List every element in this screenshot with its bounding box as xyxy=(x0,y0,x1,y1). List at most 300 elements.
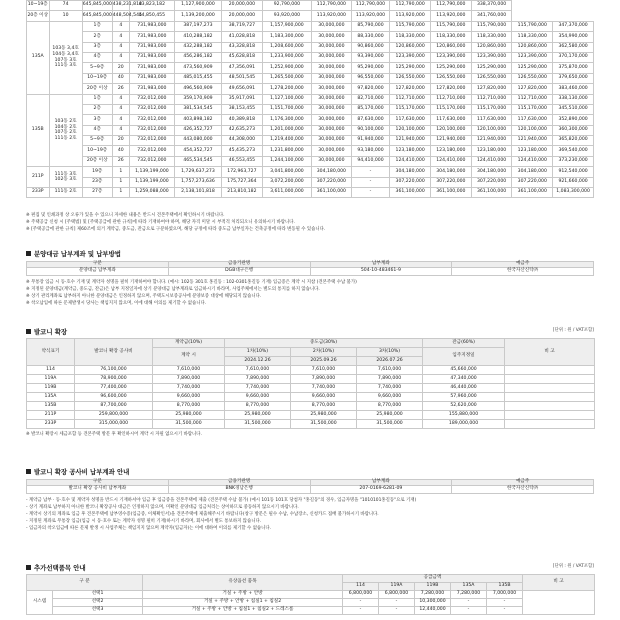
table-cell: 189,000,000 xyxy=(423,420,505,429)
table-cell: 3,611,000,000 xyxy=(262,188,311,198)
table-row xyxy=(27,156,594,166)
table-cell: 93,390,000 xyxy=(351,52,390,62)
table-cell: 381,534,545 xyxy=(174,104,221,114)
table-cell: 123,390,000 xyxy=(471,52,512,62)
table-cell: 410,288,182 xyxy=(174,32,221,42)
table-cell: 1,201,000,000 xyxy=(262,125,311,135)
table-cell: 93,180,000 xyxy=(351,146,390,156)
option-item: 거실 + 주방 + 안방 xyxy=(143,591,343,599)
table-cell: 1,244,100,000 xyxy=(262,156,311,166)
option-price: - xyxy=(379,599,415,607)
header-cell: 135A xyxy=(451,583,487,591)
table-cell: 7,890,000 xyxy=(153,375,225,384)
header-cell: 약식표기 xyxy=(27,339,75,366)
table-cell xyxy=(505,384,595,393)
price-note: ※ [주택공급에 관한 규칙] 제60조에 의거 계약금, 중도금, 잔금으로 구분하였으며, 해당 규정에 따라 중도금 납부일자는 건축공정에 따라 변동될 수 있습니다. xyxy=(26,227,326,232)
section-title: 발코니 확장 xyxy=(26,326,594,336)
table-cell: 1,252,900,000 xyxy=(262,63,311,73)
table-cell: 456,286,182 xyxy=(174,52,221,62)
table-cell: 304,180,000 xyxy=(512,167,553,177)
table-cell: 2층 xyxy=(82,104,112,114)
table-cell xyxy=(505,402,595,411)
table-cell: 46,553,455 xyxy=(222,156,263,166)
table-cell: 115,790,000 xyxy=(390,21,431,31)
table-cell: 20 xyxy=(112,136,129,146)
table-cell: 47,340,000 xyxy=(423,375,505,384)
table-cell: 135A xyxy=(27,21,50,94)
table-cell: 213,810,182 xyxy=(222,188,263,198)
table-cell: 8,770,000 xyxy=(291,402,357,411)
table-cell: 121,940,000 xyxy=(390,136,431,146)
table-cell: 7,740,000 xyxy=(291,384,357,393)
table-cell: 126,550,000 xyxy=(471,73,512,83)
table-cell: 78,900,000 xyxy=(75,375,153,384)
table-cell: 432,288,182 xyxy=(174,42,221,52)
header-cell: 비 고 xyxy=(523,575,595,591)
table-cell: 4 xyxy=(112,52,129,62)
table-cell: 120,100,000 xyxy=(390,125,431,135)
table-cell: 49,656,091 xyxy=(222,84,263,94)
option-group: 시스템 xyxy=(27,591,53,615)
table-cell: 43,328,818 xyxy=(222,42,263,52)
table-cell: 85,790,000 xyxy=(351,21,390,31)
price-note: ※ 편집 및 인쇄과정 상 오류가 있을 수 있으니 자세한 내용은 반드시 견본주택에서 확인하시기 바랍니다. xyxy=(26,213,225,218)
table-cell: 1,259,088,000 xyxy=(129,188,174,198)
table-cell: 352,890,000 xyxy=(553,115,594,125)
table-cell: 731,983,000 xyxy=(129,42,174,52)
table-cell: 113,920,000 xyxy=(312,11,352,21)
option-price: 7,280,000 xyxy=(451,591,487,599)
table-cell: 38,153,455 xyxy=(222,104,263,114)
table-cell: 30,000,000 xyxy=(312,84,352,94)
option-price: - xyxy=(487,599,523,607)
price-notes xyxy=(26,212,594,233)
table-cell: 175,727,364 xyxy=(222,177,263,187)
table-cell: 118,330,000 xyxy=(512,32,553,42)
supply-price-table xyxy=(26,0,594,198)
table-cell: 1 xyxy=(112,177,129,187)
table-cell: 1,176,300,000 xyxy=(262,115,311,125)
table-cell: 115,170,000 xyxy=(471,104,512,114)
table-row xyxy=(27,63,594,73)
table-cell: 7,740,000 xyxy=(225,384,291,393)
table-cell: 30,000,000 xyxy=(312,156,352,166)
table-cell: 31,500,000 xyxy=(225,420,291,429)
table-cell: 135A xyxy=(27,393,75,402)
table-cell: 20,000,000 xyxy=(222,1,263,11)
table-cell: 30,000,000 xyxy=(312,94,352,104)
table-cell: 112,790,000 xyxy=(351,1,390,11)
table-cell: 123,180,000 xyxy=(512,146,553,156)
table-cell: 135B xyxy=(27,402,75,411)
table-cell: 124,410,000 xyxy=(390,156,431,166)
option-price: 12,440,000 xyxy=(415,607,451,615)
table-cell: 115,790,000 xyxy=(512,21,553,31)
table-cell: 123,180,000 xyxy=(390,146,431,156)
table-cell: 9,660,000 xyxy=(225,393,291,402)
header-cell: 잔금(60%) xyxy=(423,339,505,348)
account-number: 504-10-483461-9 xyxy=(310,267,452,275)
table-cell: 113,920,000 xyxy=(431,11,472,21)
table-cell: 30,000,000 xyxy=(312,104,352,114)
table-cell: 23층 xyxy=(82,177,112,187)
table-cell: 375,870,000 xyxy=(553,63,594,73)
table-cell: 112,710,000 xyxy=(431,94,472,104)
table-cell: 1층 xyxy=(82,94,112,104)
table-cell: 1층 xyxy=(82,21,112,31)
table-cell: 119A xyxy=(27,375,75,384)
unit-label: [단위 : 원 / VAT포함] xyxy=(552,564,594,569)
table-cell: 30,000,000 xyxy=(312,21,352,31)
table-cell: 307,220,000 xyxy=(471,177,512,187)
table-cell: 7,610,000 xyxy=(357,366,423,375)
table-cell: 732,012,000 xyxy=(129,104,174,114)
table-cell: 361,100,000 xyxy=(312,188,352,198)
table-cell: 76,100,000 xyxy=(75,366,153,375)
table-cell: 126,550,000 xyxy=(512,73,553,83)
table-cell: 123,180,000 xyxy=(431,146,472,156)
table-cell: 438,231,818 xyxy=(112,1,129,11)
table-cell: 373,230,000 xyxy=(553,156,594,166)
table-cell: 45,628,818 xyxy=(222,52,263,62)
table-cell: 20층 이상 xyxy=(82,84,112,94)
table-cell: 496,560,909 xyxy=(174,84,221,94)
table-cell: 645,845,000 xyxy=(82,11,112,21)
table-cell: - xyxy=(351,167,390,177)
table-cell: 361,100,000 xyxy=(471,188,512,198)
account-number: 207-0169-6281-09 xyxy=(310,485,452,493)
table-cell: 259,800,000 xyxy=(75,411,153,420)
option-price: - xyxy=(451,599,487,607)
option-price: - xyxy=(343,607,379,615)
table-cell: 113,920,000 xyxy=(351,11,390,21)
account-note: ※ 무통장 입금 시 동·호수 기재 및 계약자 성명을 필히 기재하여야 합니다. (예시: 102동 301호 홍길동 : 102-0301홍길동 기재) 입금증은 계약 시 지참 (견본주택 수납 불가) xyxy=(26,279,357,285)
option-price: - xyxy=(379,607,415,615)
option-label: 선택1 xyxy=(53,591,143,599)
table-cell: 43,823,182 xyxy=(129,1,174,11)
table-cell: 4 xyxy=(112,115,129,125)
table-row xyxy=(27,402,595,411)
header-cell: 공급금액 xyxy=(343,575,523,583)
option-price: - xyxy=(343,599,379,607)
bank-name: DGB대구은행 xyxy=(168,267,310,275)
table-cell: 25,980,000 xyxy=(357,411,423,420)
table-cell: 87,700,000 xyxy=(75,402,153,411)
table-cell: 120,860,000 xyxy=(390,42,431,52)
account-type: 분양대금 납부계좌 xyxy=(27,267,169,275)
account-holder: 한국자산신탁㈜ xyxy=(452,267,594,275)
table-cell: 97,820,000 xyxy=(351,84,390,94)
table-cell: 30,000,000 xyxy=(312,146,352,156)
table-cell: 127,820,000 xyxy=(512,84,553,94)
table-cell: 87,630,000 xyxy=(351,115,390,125)
table-cell: 125,290,000 xyxy=(471,63,512,73)
table-cell: 115,790,000 xyxy=(431,21,472,31)
table-cell: 121,940,000 xyxy=(512,136,553,146)
table-cell: 45,660,000 xyxy=(423,366,505,375)
table-cell: 732,012,000 xyxy=(129,136,174,146)
table-cell: 115,170,000 xyxy=(431,104,472,114)
option-remark xyxy=(523,591,595,615)
table-cell: 45,435,273 xyxy=(222,146,263,156)
table-cell: 9,660,000 xyxy=(153,393,225,402)
table-cell: 379,650,000 xyxy=(553,73,594,83)
table-cell: 85,170,000 xyxy=(351,104,390,114)
table-cell: 10~19층 xyxy=(27,1,50,11)
table-cell: 117,630,000 xyxy=(431,115,472,125)
table-cell: 120,860,000 xyxy=(512,42,553,52)
table-cell: 731,983,000 xyxy=(129,52,174,62)
header-cell: 2025.09.26 xyxy=(291,357,357,366)
square-bullet-icon xyxy=(26,565,31,570)
table-row xyxy=(27,136,594,146)
options-table xyxy=(26,574,595,615)
table-cell: 1,233,900,000 xyxy=(262,52,311,62)
account-holder: 한국자산신탁㈜ xyxy=(452,485,594,493)
table-cell: 135B xyxy=(27,94,50,167)
table-cell: 77,400,000 xyxy=(75,384,153,393)
table-cell: 115,170,000 xyxy=(390,104,431,114)
table-cell: 172,963,727 xyxy=(222,167,263,177)
table-cell: 93,920,000 xyxy=(262,11,311,21)
table-cell: 387,197,273 xyxy=(174,21,221,31)
table-cell: 114 xyxy=(27,366,75,375)
table-cell: 125,290,000 xyxy=(390,63,431,73)
table-cell: 7,890,000 xyxy=(291,375,357,384)
table-cell: 82,710,000 xyxy=(351,94,390,104)
payment-account-section xyxy=(26,248,594,307)
section-title: 발코니 확장 공사비 납부계좌 안내 xyxy=(26,466,594,476)
option-price: - xyxy=(487,607,523,615)
balcony-account-note: - 계약시 상기의 계좌로 입금 후 견본주택에 납부영수증(입금증, 이체확인서)을 견본주택에 제출해주시기 바랍니다(창구 방문은 필수 수납, 수납장소, 신청카드 접배 불가하시기 바랍니다. xyxy=(26,511,379,517)
table-cell: 307,220,000 xyxy=(390,177,431,187)
table-cell: 117,630,000 xyxy=(512,115,553,125)
table-row xyxy=(27,73,594,83)
table-cell: 120,860,000 xyxy=(471,42,512,52)
table-cell: 1,127,100,000 xyxy=(262,94,311,104)
table-cell: 3,041,800,000 xyxy=(262,167,311,177)
table-cell: 1,265,500,000 xyxy=(262,73,311,83)
table-cell: 121,940,000 xyxy=(431,136,472,146)
balcony-account-note: - 지정된 계좌로 무통장 입금(입금 시 동·호수 또는 계약자 성명 필히 기재)하시기 바라며, 회사에서 별도 통보하지 않습니다. xyxy=(26,518,262,524)
table-cell: 345,510,000 xyxy=(553,104,594,114)
balcony-table xyxy=(26,338,595,429)
table-cell: 1,139,199,000 xyxy=(129,177,174,187)
option-price: 7,280,000 xyxy=(415,591,451,599)
table-cell: 4 xyxy=(112,125,129,135)
table-row xyxy=(27,94,594,104)
table-cell: 120,100,000 xyxy=(431,125,472,135)
table-cell: 1,208,600,000 xyxy=(262,42,311,52)
table-cell: 361,100,000 xyxy=(512,188,553,198)
table-cell: 10~19층 xyxy=(82,73,112,83)
table-row xyxy=(27,411,595,420)
table-cell: 112,790,000 xyxy=(390,1,431,11)
header-cell: 구분 xyxy=(27,262,169,268)
table-cell: 1,278,200,000 xyxy=(262,84,311,94)
table-cell: 27층 xyxy=(82,188,112,198)
table-cell: 91,940,000 xyxy=(351,136,390,146)
table-cell: 112,710,000 xyxy=(512,94,553,104)
table-cell: 1 xyxy=(112,188,129,198)
table-cell: 731,983,000 xyxy=(129,84,174,94)
table-cell: 1,757,273,636 xyxy=(174,177,221,187)
table-cell: 7,740,000 xyxy=(357,384,423,393)
table-cell: 30,000,000 xyxy=(312,63,352,73)
table-cell: 731,983,000 xyxy=(129,63,174,73)
table-row xyxy=(27,188,594,198)
header-cell: 금융기관명 xyxy=(168,480,310,486)
table-cell: 7,740,000 xyxy=(153,384,225,393)
option-price: 6,800,000 xyxy=(379,591,415,599)
table-cell: 30,000,000 xyxy=(312,52,352,62)
table-cell: 120,860,000 xyxy=(431,42,472,52)
table-row xyxy=(27,384,595,393)
table-cell: 443,080,000 xyxy=(174,136,221,146)
table-cell: 307,220,000 xyxy=(431,177,472,187)
table-cell: 3층 xyxy=(82,115,112,125)
table-cell: 30,000,000 xyxy=(312,125,352,135)
option-price: 6,800,000 xyxy=(343,591,379,599)
table-cell xyxy=(505,420,595,429)
price-note: ※ 주택공급 신청 시 [주택법] 및 [주택공급에 관한 규칙]에 따라 기재하여야 하며, 해당 자격 미달 시 부적격 처리되오니 유의하시기 바랍니다. xyxy=(26,220,295,225)
table-row xyxy=(27,125,594,135)
table-cell: 25,980,000 xyxy=(225,411,291,420)
table-cell: 125,290,000 xyxy=(431,63,472,73)
table-cell: 103동 3,4호 104동 3,4호 107동 3호 111동 3호 xyxy=(49,21,82,94)
table-cell: 354,990,000 xyxy=(553,32,594,42)
table-cell: 113,920,000 xyxy=(390,11,431,21)
bank-name: BNK경남은행 xyxy=(168,485,310,493)
table-cell: 8,770,000 xyxy=(357,402,423,411)
table-cell: 7,610,000 xyxy=(225,366,291,375)
table-cell: 1,219,400,000 xyxy=(262,136,311,146)
table-cell: 26 xyxy=(112,156,129,166)
table-cell: 47,356,091 xyxy=(222,63,263,73)
table-cell: 127,820,000 xyxy=(471,84,512,94)
balcony-account-table xyxy=(26,479,594,494)
table-row xyxy=(27,32,594,42)
table-row xyxy=(27,21,594,31)
table-cell: 20 xyxy=(112,63,129,73)
table-cell: 341,760,000 xyxy=(471,11,512,21)
table-cell: 123,390,000 xyxy=(390,52,431,62)
table-cell: 304,180,000 xyxy=(390,167,431,177)
header-cell: 2차(10%) xyxy=(291,348,357,357)
option-price: 10,300,000 xyxy=(415,599,451,607)
account-note: ※ 착오납입에 따른 문제발생시 당사는 책임지지 않으며, 이에 대해 이의를 제기할 수 없습니다. xyxy=(26,300,207,306)
table-cell: 111동 3호 102동 3호 xyxy=(49,167,82,188)
header-cell: 119A xyxy=(379,583,415,591)
table-cell: 4층 xyxy=(82,52,112,62)
table-row xyxy=(27,11,594,21)
table-row xyxy=(27,366,595,375)
table-cell: 361,100,000 xyxy=(431,188,472,198)
table-cell: 19층 xyxy=(82,167,112,177)
table-cell: 88,330,000 xyxy=(351,32,390,42)
table-cell: 7,610,000 xyxy=(153,366,225,375)
table-cell: 921,660,000 xyxy=(553,177,594,187)
table-cell: 40 xyxy=(112,146,129,156)
balcony-account-section xyxy=(26,466,594,532)
table-cell: 369,540,000 xyxy=(553,146,594,156)
table-row xyxy=(27,42,594,52)
option-label: 선택3 xyxy=(53,607,143,615)
table-cell: 8,770,000 xyxy=(153,402,225,411)
table-cell: 48,501,545 xyxy=(222,73,263,83)
table-cell: 127,820,000 xyxy=(431,84,472,94)
table-cell: 732,012,000 xyxy=(129,156,174,166)
table-cell: 645,845,000 xyxy=(82,1,112,11)
table-cell: 732,012,000 xyxy=(129,146,174,156)
table-cell: 125,290,000 xyxy=(512,63,553,73)
header-cell: 입주지정일 xyxy=(423,348,505,366)
table-cell: 1,139,199,000 xyxy=(129,167,174,177)
table-cell: 112,710,000 xyxy=(471,94,512,104)
table-cell: 362,580,000 xyxy=(553,42,594,52)
table-cell xyxy=(505,366,595,375)
table-row xyxy=(27,115,594,125)
table-cell: 211P xyxy=(27,167,50,188)
table-cell xyxy=(505,393,595,402)
option-item: 거실 + 주방 + 안방 + 침실1 + 침실2 + 드레스룸 xyxy=(143,607,343,615)
square-bullet-icon xyxy=(26,469,31,474)
table-cell: 42,635,273 xyxy=(222,125,263,135)
table-cell: 30,000,000 xyxy=(312,115,352,125)
table-cell: 10~19층 xyxy=(82,146,112,156)
table-cell: 7,610,000 xyxy=(291,366,357,375)
table-cell: 155,880,000 xyxy=(423,411,505,420)
balcony-account-note: - 입금자의 착오입금에 따른 문제 발생 시 사업주체는 책임지지 않으며 계약자(입금자)는 이에 대하여 이의를 제기할 수 없습니다. xyxy=(26,525,272,531)
table-cell: 9,660,000 xyxy=(291,393,357,402)
header-cell: 납부계좌 xyxy=(310,480,452,486)
table-cell: 118,330,000 xyxy=(471,32,512,42)
table-cell: 1,151,700,000 xyxy=(262,104,311,114)
table-cell: 117,630,000 xyxy=(471,115,512,125)
table-cell: 112,710,000 xyxy=(390,94,431,104)
table-cell: 121,940,000 xyxy=(471,136,512,146)
table-cell: 383,460,000 xyxy=(553,84,594,94)
table-cell: 9,660,000 xyxy=(357,393,423,402)
table-cell: 25,980,000 xyxy=(153,411,225,420)
table-row xyxy=(27,375,595,384)
table-cell: 119B xyxy=(27,384,75,393)
account-type: 발코니 확장 공사비 납부계좌 xyxy=(27,485,169,493)
header-cell: 계약금(10%) xyxy=(153,339,225,348)
table-cell: 41,028,818 xyxy=(222,32,263,42)
table-cell: 44,850,455 xyxy=(129,11,174,21)
table-cell: 304,180,000 xyxy=(312,167,352,177)
table-cell: 10 xyxy=(49,11,82,21)
table-cell: 5~9층 xyxy=(82,136,112,146)
option-price: 7,000,000 xyxy=(487,591,523,599)
table-cell: 233P xyxy=(27,188,50,198)
table-cell: 123,390,000 xyxy=(512,52,553,62)
table-cell: 31,500,000 xyxy=(153,420,225,429)
header-cell: 계약 시 xyxy=(153,348,225,366)
table-cell: 304,180,000 xyxy=(471,167,512,177)
table-cell: 4 xyxy=(112,42,129,52)
table-cell: - xyxy=(351,177,390,187)
table-cell: 403,898,182 xyxy=(174,115,221,125)
table-cell: 57,960,000 xyxy=(423,393,505,402)
table-cell: 124,410,000 xyxy=(512,156,553,166)
header-cell: 2026.07.26 xyxy=(357,357,423,366)
header-cell: 유상옵션 품목 xyxy=(143,575,343,591)
table-cell: 365,820,000 xyxy=(553,136,594,146)
table-cell: 211P xyxy=(27,411,75,420)
balcony-account-note: - 상기 계좌로 납부하지 아니한 발코니 확장공사 대금은 인정하지 않으며, 미확인 분양대금 입금처리는 상이하므로 중동하지 않으시기 바랍니다. xyxy=(26,504,299,510)
